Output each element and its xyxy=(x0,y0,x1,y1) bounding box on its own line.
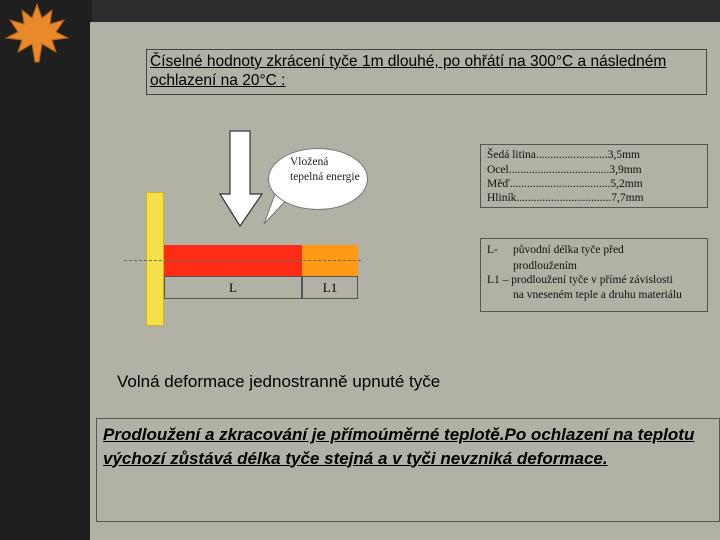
legend-symbol-L: L- xyxy=(487,244,498,256)
legend-line: prodloužením xyxy=(513,260,577,272)
left-decor-band xyxy=(0,0,92,540)
fixed-wall xyxy=(146,192,164,326)
dimension-L1: L1 xyxy=(302,276,358,299)
conclusion-text: Prodloužení a zkracování je přímoúměrné teplotě.Po ochlazení na teplotu výchozí zůstává délka tyče stejná a v tyči nevzniká deformace. xyxy=(103,425,695,468)
rod-axis-line xyxy=(124,260,361,261)
dimension-L: L xyxy=(164,276,302,299)
maple-leaf-icon xyxy=(2,0,72,65)
legend-line: původní délka tyče před xyxy=(513,244,624,256)
slide-title: Číselné hodnoty zkrácení tyče 1m dlouhé, po ohřátí na 300°C a následném ochlazení na 20°C : xyxy=(150,53,667,89)
legend-line: L1 – prodloužení tyče v přímé závislosti xyxy=(487,274,673,286)
energy-label: Vložená tepelná energie xyxy=(290,156,360,183)
heat-arrow-icon xyxy=(218,130,264,230)
diagram-caption: Volná deformace jednostranně upnuté tyče xyxy=(117,372,441,391)
material-row: Šedá litina.........................3,5mm xyxy=(487,149,641,161)
material-row: Ocel...................................3,9mm xyxy=(487,164,642,176)
material-row: Měď...................................5,2mm xyxy=(487,178,643,190)
material-row: Hliník.................................7,7mm xyxy=(487,192,644,204)
legend-line: na vneseném teple a druhu materiálu xyxy=(513,289,682,301)
